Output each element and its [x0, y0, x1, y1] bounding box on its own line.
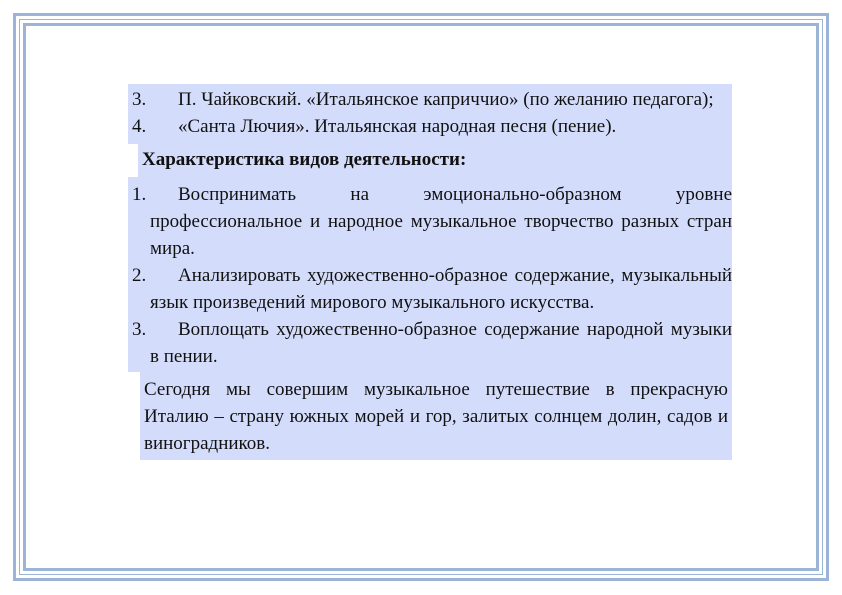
activities-list: [128, 177, 732, 372]
repertoire-list: [128, 84, 732, 144]
list-item-text: Воплощать художественно-образное содержание народной музыки в пении.: [150, 319, 732, 367]
list-item-number: 3.: [132, 319, 147, 340]
list-item-number: 1.: [132, 184, 147, 205]
list-item-number: 3.: [132, 89, 147, 110]
list-item-number: 2.: [132, 265, 147, 286]
intro-paragraph: Сегодня мы совершим музыкальное путешествие в прекрасную Италию – страну южных морей и гор, залитых солнцем долин, садов и виноградников.: [140, 372, 732, 460]
list-item-text: Анализировать художественно-образное содержание, музыкальный язык произведений мирового музыкального искусства.: [150, 265, 732, 313]
list-item-number: 4.: [132, 116, 147, 137]
list-item: [128, 181, 732, 262]
list-item: [128, 86, 732, 113]
activities-heading: Характеристика видов деятельности:: [138, 144, 732, 177]
list-item: [128, 113, 732, 140]
list-item-text: П. Чайковский. «Итальянское каприччио» (по желанию педагога);: [178, 89, 714, 110]
slide-content: [128, 84, 732, 460]
list-item-text: «Санта Лючия». Итальянская народная песня (пение).: [178, 116, 617, 137]
list-item-text: Воспринимать на эмоционально-образном уровне профессиональное и народное музыкальное творчество разных стран мира.: [150, 184, 732, 259]
list-item: [128, 316, 732, 370]
list-item: [128, 262, 732, 316]
